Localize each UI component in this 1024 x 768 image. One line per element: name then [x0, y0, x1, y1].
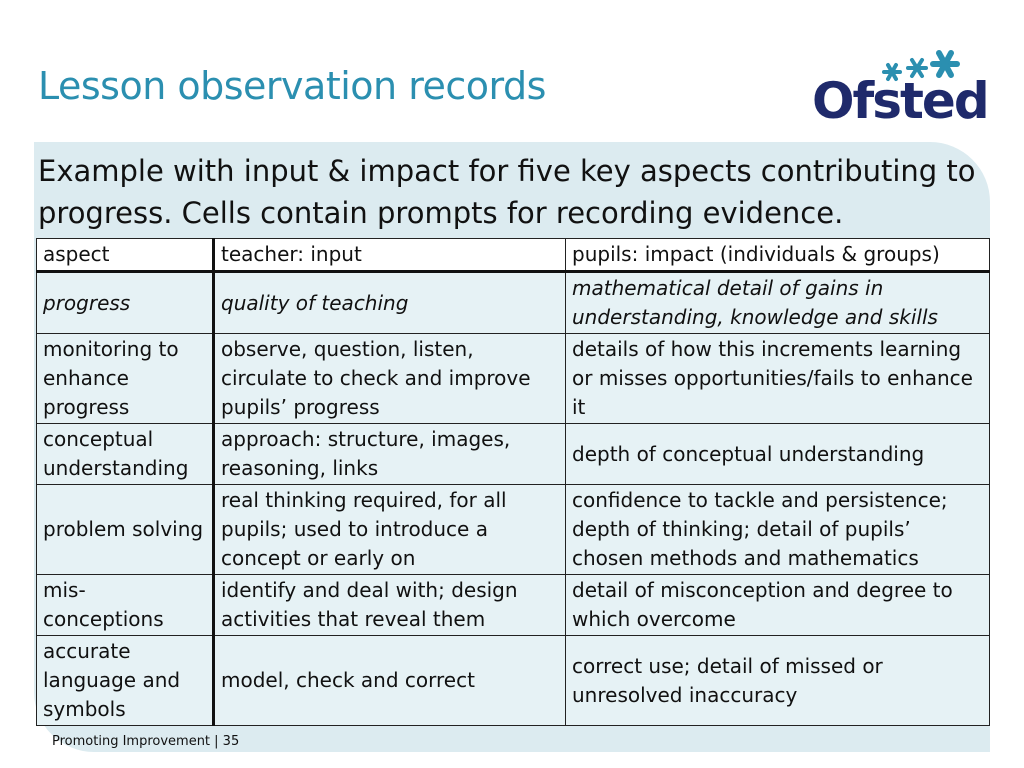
header-pupils-impact: pupils: impact (individuals & groups) [566, 239, 990, 272]
slide-subtitle: Example with input & impact for five key aspects contributing to progress. Cells contain prompts for recording evidence. [38, 154, 976, 230]
cell-impact: correct use; detail of missed or unresolved inaccuracy [566, 636, 990, 726]
cell-input: identify and deal with; design activities that reveal them [214, 575, 566, 636]
cell-aspect: accurate language and symbols [37, 636, 214, 726]
table-row [37, 424, 990, 485]
cell-input: approach: structure, images, reasoning, links [214, 424, 566, 485]
cell-impact: detail of misconception and degree to which overcome [566, 575, 990, 636]
header-teacher-input: teacher: input [214, 239, 566, 272]
table-row [37, 636, 990, 726]
cell-aspect: progress [37, 272, 214, 334]
cell-aspect: monitoring to enhance progress [37, 334, 214, 424]
cell-input: quality of teaching [214, 272, 566, 334]
cell-aspect: problem solving [37, 485, 214, 575]
ofsted-logo [812, 48, 988, 132]
cell-input: model, check and correct [214, 636, 566, 726]
observation-table [36, 238, 990, 726]
table-header-row [37, 239, 990, 272]
slide-footer: Promoting Improvement | 35 [52, 734, 240, 749]
table-row [37, 485, 990, 575]
cell-input: observe, question, listen, circulate to check and improve pupils’ progress [214, 334, 566, 424]
cell-input: real thinking required, for all pupils; used to introduce a concept or early on [214, 485, 566, 575]
cell-impact: confidence to tackle and persistence; depth of thinking; detail of pupils’ chosen methods and mathematics [566, 485, 990, 575]
logo-text: Ofsted [812, 72, 988, 130]
table-row [37, 334, 990, 424]
slide-title: Lesson observation records [38, 64, 546, 108]
header-aspect: aspect [37, 239, 214, 272]
cell-aspect: mis-conceptions [37, 575, 214, 636]
table-row [37, 272, 990, 334]
cell-impact: depth of conceptual understanding [566, 424, 990, 485]
cell-aspect: conceptual understanding [37, 424, 214, 485]
cell-impact: mathematical detail of gains in understanding, knowledge and skills [566, 272, 990, 334]
cell-impact: details of how this increments learning or misses opportunities/fails to enhance it [566, 334, 990, 424]
table-row [37, 575, 990, 636]
